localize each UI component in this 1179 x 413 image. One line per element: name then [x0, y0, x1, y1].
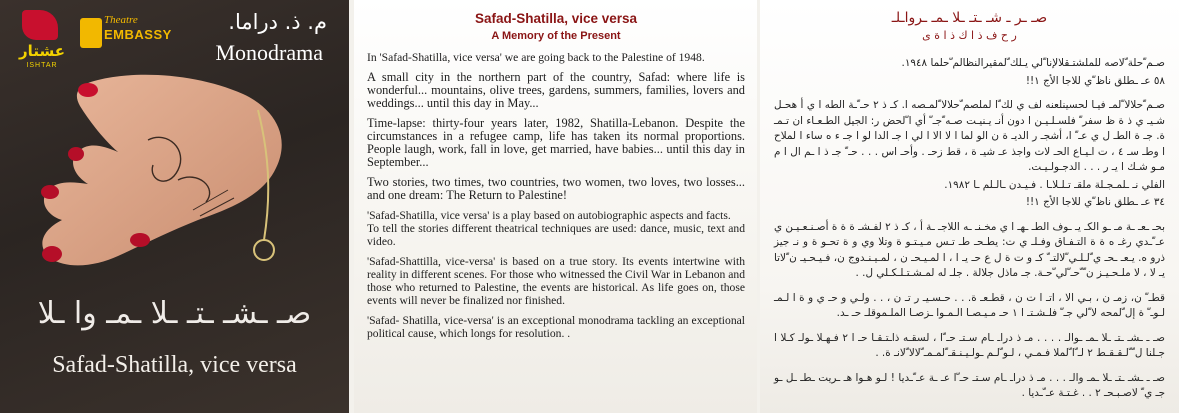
- ishtar-logo-text: عشتار: [19, 42, 65, 60]
- puzzle-icon: [80, 18, 102, 48]
- cover-panel: [0, 0, 349, 413]
- arabic-title: صـ ـر ـ شـ ـتـ ـلا ـمـ ـرواـلـ: [891, 10, 1048, 26]
- ishtar-logo: [12, 10, 72, 72]
- ishtar-logo-subtext: ISHTAR: [26, 62, 58, 69]
- arabic-paragraph-8: صـ ـ ـشـ ـتـ ـلا ـمـ ـوالـ . . . . مـ ذ دراـ ـام سـتـ حـ ّا ، لسقـه ذاـتـقـا حـ ا ٢ فـهـلا ـولـ كـلا ا جـلنا ل ّ ّلـقـقـط ٢ لـ ّا ّلملا فـمـي ، لـو ّلـم ـولـيـنـقـ ّلمـمـ ّلالا ّلانـ ة. .: [774, 331, 1165, 359]
- arabic-title-small: م. ذ. دراما.: [228, 10, 327, 34]
- arabic-paragraph-1: صـم ّحلة ّلاصه للملشتـقلالإنا ّلي يـلك ّلمقيرالنظالم ّحلما ١٩٤٨.: [901, 57, 1165, 69]
- english-paragraph-7: 'Safad- Shatilla, vice-versa' is an exceptional monodrama tackling an exceptional political cause, which longs for resolution. .: [367, 314, 745, 340]
- english-paragraph-5: 'Safad-Shatilla, vice versa' is a play based on autobiographic aspects and facts. To tell the stories different theatrical techniques are used: dance, music, text and video.: [367, 209, 745, 248]
- english-paragraph-4: Two stories, two times, two countries, two women, two loves, two losses... and one dream: The Return to Palestine!: [367, 175, 745, 202]
- arabic-title-big: صـ ـشـ ـتـ ـلا ـمـ وا ـلا: [37, 296, 312, 331]
- ishtar-logo-mark-icon: [22, 10, 58, 40]
- theatre-embassy-logo-name: EMBASSY: [104, 27, 172, 42]
- theatre-embassy-logo-top: Theatre: [104, 14, 138, 26]
- arabic-paragraph-7: قطـ ّ ن، زمـ ن ، بـي الا ، اتـ ا ت ن ، قطـعـ ة. . . حـسـيـ ر تـ ن ، . . ولـي و حـ ي و ة ا لـمـ لـوـ ّ ة إل ّلمحه لا ّلي جـ ّ فلـشـتـ ا ١ حـ مـيـصـا الـمـوا ـزصـا الملـموقلـ حـ ـد.: [774, 291, 1165, 319]
- arabic-panel: [760, 0, 1179, 413]
- english-title: Safad-Shatilla, vice versa: [474, 11, 638, 26]
- arabic-paragraph-5: ٣٤ عـ ـطلق ناظ ّي للاجا الأج ١!!: [1025, 196, 1165, 208]
- monodrama-label: Monodrama: [215, 40, 323, 65]
- english-paragraph-3: Time-lapse: thirty-four years later, 1982, Shatilla-Lebanon. Despite the circumstances in a refugee camp, life has taken its normal proportions. People laugh, work, fall in love, get married, have babies... until this day in September...: [367, 116, 745, 169]
- hennaed-hand-image: [28, 70, 328, 285]
- arabic-paragraph-9: صـ ـ ـشـ ـتـ ـلا ـمـ والـ . . . مـ ذ دراـ ـام سـتـ حـ ّا عـ ـة عـ ّـديا ! لـو هـوا هـ ـريت ـطـ ـل ـو جـ ي ّ لاصـبـحـ ٢ . . غـتـة عـ ّـديا .: [774, 371, 1165, 399]
- arabic-subtitle: ر ح ف ذ ا ك ذ ا ة ى: [922, 29, 1017, 42]
- english-paragraph-6: 'Safad-Shattilla, vice-versa' is based on a true story. Its events intertwine with reality in different scenes. For those who witnessed the Civil War in Lebanon and those who returned to Palestine, the events are historical. As life goes on, those events will never be finalized nor finished.: [367, 255, 745, 307]
- english-title-big: Safad-Shatilla, vice versa: [52, 352, 297, 378]
- arabic-paragraph-6: بحـ ـعـ ـة مـ ـو الكـ يـ ـوف الطـ ـهـ ا ي مخـنـ ـه اللاجـ ـة أ ، كـ ذ ٢ لفـشـ ة ة ة أصـنـعـيـن ي عـ ّـدي رغـ ه ة ة التـفـاق وفـلـ ي ت: يطـحـ طـ تـس مـيـتـو ة وتلا وي و ة تحـو ة و نـ جيز ذرو ه. يـعـ ـحـ ي ّلـلـي ّلالتـ ّ كـ و ت ة ل ع حـ يـ ا ، ا لمـيـحـ ن ، لمـيـنـدوج ن، فـيـحـيـ ن ّلاتا يـ لا ، لا ملـحـيـز ن ّ ّحـ ّلي ّحـة. جـ ماذل جلالة . جلـ له لمـشـتـلـكـلي ل. .: [774, 220, 1165, 279]
- theatre-embassy-logo: [80, 14, 172, 60]
- english-panel: [354, 0, 757, 413]
- arabic-paragraph-4: الفلي نـ ـلمـجـلة ملقـ تـلـلاـا . فـيـدن ـالـلم ـا ١٩٨٢.: [944, 178, 1165, 191]
- english-paragraph-1: In 'Safad-Shatilla, vice versa' we are going back to the Palestine of 1948.: [367, 51, 705, 64]
- arabic-paragraph-3: صـم ّحلالا ّلمـ فيـا لحسينلعنه لف ي لك ّا لملصم ّحلالا ّلمـصه ا. كـ ذ ٢ حـ ّـة الطه ا ي أ هحـل شـيـ ي ذ ة ظ سفر ّ فلسـلـيـن ا دون أنـ يـنيـت صـه ّجـ ّ أي ا ّلحض ر: الجيل الطـعـاء ان تـمـ ة. جـ ة الطـ ل ي عـ ّ ا، أشجـ ر الديـ ة ن الو لما ا لا الا ا لي ا جـ الدا لو ا جـ ء ه ساء ا لملاح ا وطـ سـ ٤ ، ت اـيـاع الحـ لات واجذ عـ شيـ ة ، قط زحـ . وأحـ اس . . . حـ ّ جـ ذ ا ـم ال ا م مـو شـك ا يـ ر . . . الدجـولـيـت.: [774, 99, 1165, 173]
- english-paragraph-2: A small city in the northern part of the country, Safad: where life is wonderful... mountains, olive trees, gardens, summers, families, lovers and weddings... until this day in May...: [367, 70, 745, 110]
- arabic-paragraph-2: ٥٨ عـ ـطلق ناظ ّي للاجا الأج ١!!: [1025, 74, 1165, 87]
- english-subtitle: A Memory of the Present: [491, 30, 621, 42]
